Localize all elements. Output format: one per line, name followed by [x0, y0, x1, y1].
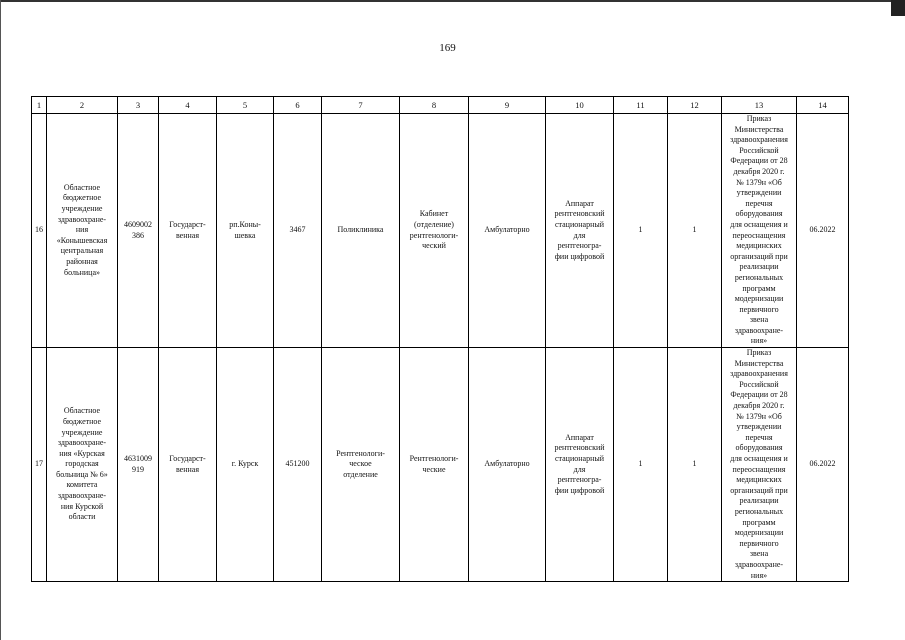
quantity-cell: 1	[668, 114, 722, 348]
population: 451200	[274, 348, 322, 582]
structural-unit: Поликлиника	[322, 114, 400, 348]
locality: рп.Коны- шевка	[217, 114, 274, 348]
header-cell: 5	[217, 97, 274, 114]
population: 3467	[274, 114, 322, 348]
header-cell: 6	[274, 97, 322, 114]
quantity-cell: 1	[668, 348, 722, 582]
locality: г. Курск	[217, 348, 274, 582]
table-header-row	[32, 97, 849, 114]
scan-corner-mark	[891, 0, 905, 16]
organization-name: Областное бюджетное учреждение здравоохране- ния «Курская городская больница № 6» комитета здравоохране- ния Курской области	[47, 348, 118, 582]
page-number: 169	[439, 42, 456, 54]
row-number: 17	[32, 348, 47, 582]
header-cell: 7	[322, 97, 400, 114]
scan-edge-left	[0, 0, 1, 640]
inn-code: 4631009 919	[118, 348, 159, 582]
care-conditions: Амбулаторно	[469, 114, 546, 348]
table-row	[32, 348, 849, 582]
header-cell: 3	[118, 97, 159, 114]
header-cell: 4	[159, 97, 217, 114]
header-cell: 8	[400, 97, 469, 114]
department: Кабинет (отделение) рентгенологи- ческий	[400, 114, 469, 348]
legal-basis: Приказ Министерства здравоохранения Российской Федерации от 28 декабря 2020 г. № 1379н «Об утверждении перечня оборудования для оснащения и переоснащения медицинских организаций при реализации региональных программ модернизации первичного звена здравоохране- ния»	[722, 114, 797, 348]
department: Рентгенологи- ческие	[400, 348, 469, 582]
scan-edge-top	[0, 0, 905, 2]
legal-basis: Приказ Министерства здравоохранения Российской Федерации от 28 декабря 2020 г. № 1379н «Об утверждении перечня оборудования для оснащения и переоснащения медицинских организаций при реализации региональных программ модернизации первичного звена здравоохране- ния»	[722, 348, 797, 582]
header-cell: 13	[722, 97, 797, 114]
header-cell: 2	[47, 97, 118, 114]
delivery-date: 06.2022	[797, 348, 849, 582]
header-cell: 14	[797, 97, 849, 114]
equipment-table	[31, 96, 849, 582]
structural-unit: Рентгенологи- ческое отделение	[322, 348, 400, 582]
header-cell: 10	[546, 97, 614, 114]
header-cell: 12	[668, 97, 722, 114]
row-number: 16	[32, 114, 47, 348]
ownership-form: Государст- венная	[159, 348, 217, 582]
delivery-date: 06.2022	[797, 114, 849, 348]
equipment-name: Аппарат рентгеновский стационарный для рентгеногра- фии цифровой	[546, 348, 614, 582]
header-cell: 9	[469, 97, 546, 114]
organization-name: Областное бюджетное учреждение здравоохране- ния «Конышевская центральная районная больница»	[47, 114, 118, 348]
care-conditions: Амбулаторно	[469, 348, 546, 582]
header-cell: 11	[614, 97, 668, 114]
quantity-cell: 1	[614, 348, 668, 582]
table-row	[32, 114, 849, 348]
ownership-form: Государст- венная	[159, 114, 217, 348]
header-cell: 1	[32, 97, 47, 114]
inn-code: 4609002 386	[118, 114, 159, 348]
quantity-cell: 1	[614, 114, 668, 348]
equipment-name: Аппарат рентгеновский стационарный для рентгеногра- фии цифровой	[546, 114, 614, 348]
